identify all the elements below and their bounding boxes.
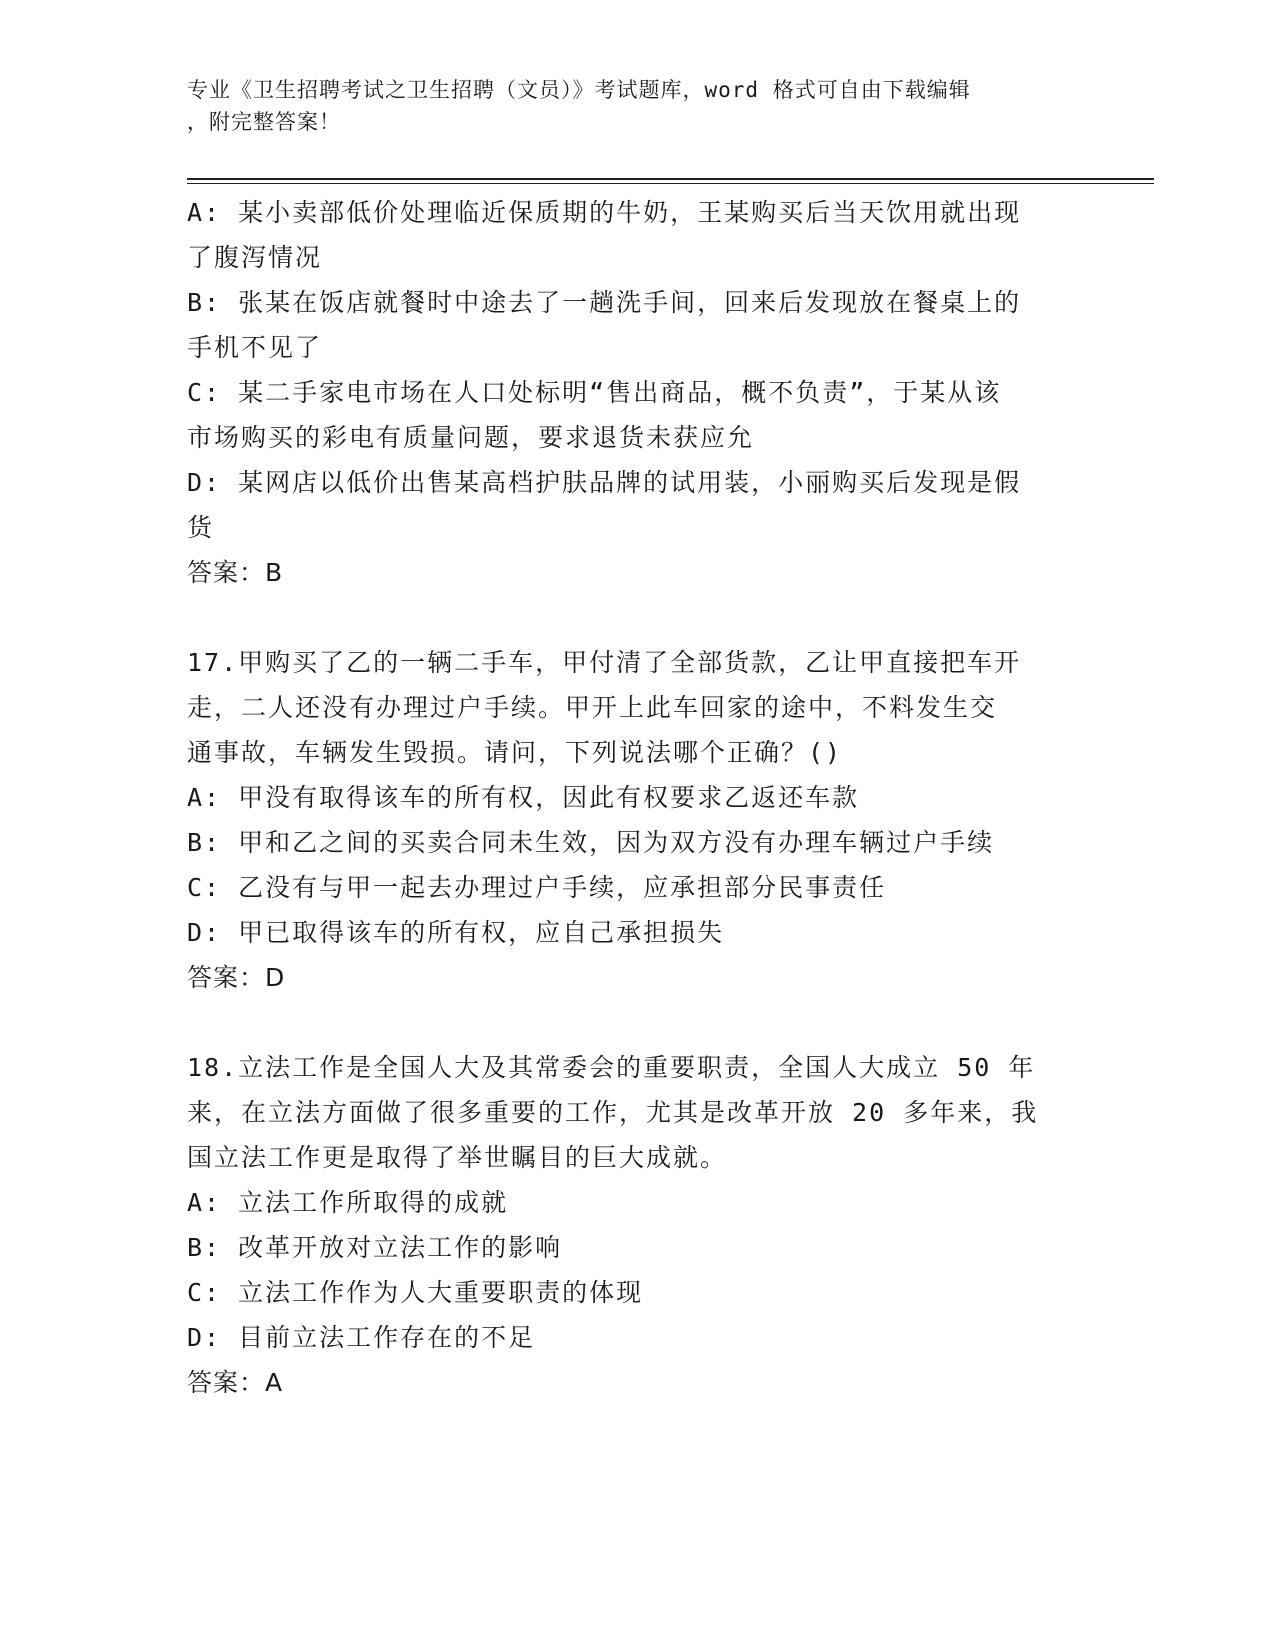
q16-option-b-line-1: B: 张某在饭店就餐时中途去了一趟洗手间，回来后发现放在餐桌上的: [187, 288, 1022, 317]
header-line-1: 专业《卫生招聘考试之卫生招聘（文员）》考试题库，word 格式可自由下载编辑: [187, 78, 971, 102]
q17-stem-line-3: 通事故，车辆发生毁损。请问，下列说法哪个正确？(): [187, 738, 843, 767]
q18-stem-line-2: 来，在立法方面做了很多重要的工作，尤其是改革开放 20 多年来，我: [187, 1098, 1039, 1127]
header-rule-thick: [187, 178, 1154, 180]
q18-answer: 答案：A: [187, 1368, 284, 1397]
question-18: [187, 1045, 1077, 1405]
q16-option-b-line-2: 手机不见了: [187, 333, 323, 362]
q16-option-d-line-1: D: 某网店以低价出售某高档护肤品牌的试用装，小丽购买后发现是假: [187, 468, 1022, 497]
q17-option-d: D: 甲已取得该车的所有权，应自己承担损失: [187, 918, 725, 947]
q17-stem-line-1: 17.甲购买了乙的一辆二手车，甲付清了全部货款，乙让甲直接把车开: [187, 648, 1022, 677]
header-line-2: ，附完整答案！: [187, 110, 341, 134]
q16-option-c-line-2: 市场购买的彩电有质量问题，要求退货未获应允: [187, 423, 755, 452]
question-17: [187, 640, 1077, 1000]
q18-option-b: B: 改革开放对立法工作的影响: [187, 1233, 563, 1262]
header-rule-thin: [187, 183, 1154, 184]
q18-stem-line-1: 18.立法工作是全国人大及其常委会的重要职责，全国人大成立 50 年: [187, 1053, 1036, 1082]
q17-option-a: A: 甲没有取得该车的所有权，因此有权要求乙返还车款: [187, 783, 860, 812]
q18-stem-line-3: 国立法工作更是取得了举世瞩目的巨大成就。: [187, 1143, 728, 1172]
q18-option-c: C: 立法工作作为人大重要职责的体现: [187, 1278, 644, 1307]
q16-option-a-line-1: A: 某小卖部低价处理临近保质期的牛奶，王某购买后当天饮用就出现: [187, 198, 1022, 227]
document-header: [187, 74, 1067, 138]
question-content: [187, 190, 1077, 1405]
question-16: [187, 190, 1077, 595]
q16-answer: 答案：B: [187, 558, 284, 587]
q17-stem-line-2: 走，二人还没有办理过户手续。甲开上此车回家的途中，不料发生交: [187, 693, 998, 722]
q18-option-a: A: 立法工作所取得的成就: [187, 1188, 509, 1217]
q17-option-c: C: 乙没有与甲一起去办理过户手续，应承担部分民事责任: [187, 873, 887, 902]
q16-option-d-line-2: 货: [187, 513, 215, 542]
q17-answer: 答案：D: [187, 963, 286, 992]
q16-option-a-line-2: 了腹泻情况: [187, 243, 323, 272]
q16-option-c-line-1: C: 某二手家电市场在人口处标明“售出商品，概不负责”，于某从该: [187, 378, 1002, 407]
q17-option-b: B: 甲和乙之间的买卖合同未生效，因为双方没有办理车辆过户手续: [187, 828, 995, 857]
q18-option-d: D: 目前立法工作存在的不足: [187, 1323, 536, 1352]
